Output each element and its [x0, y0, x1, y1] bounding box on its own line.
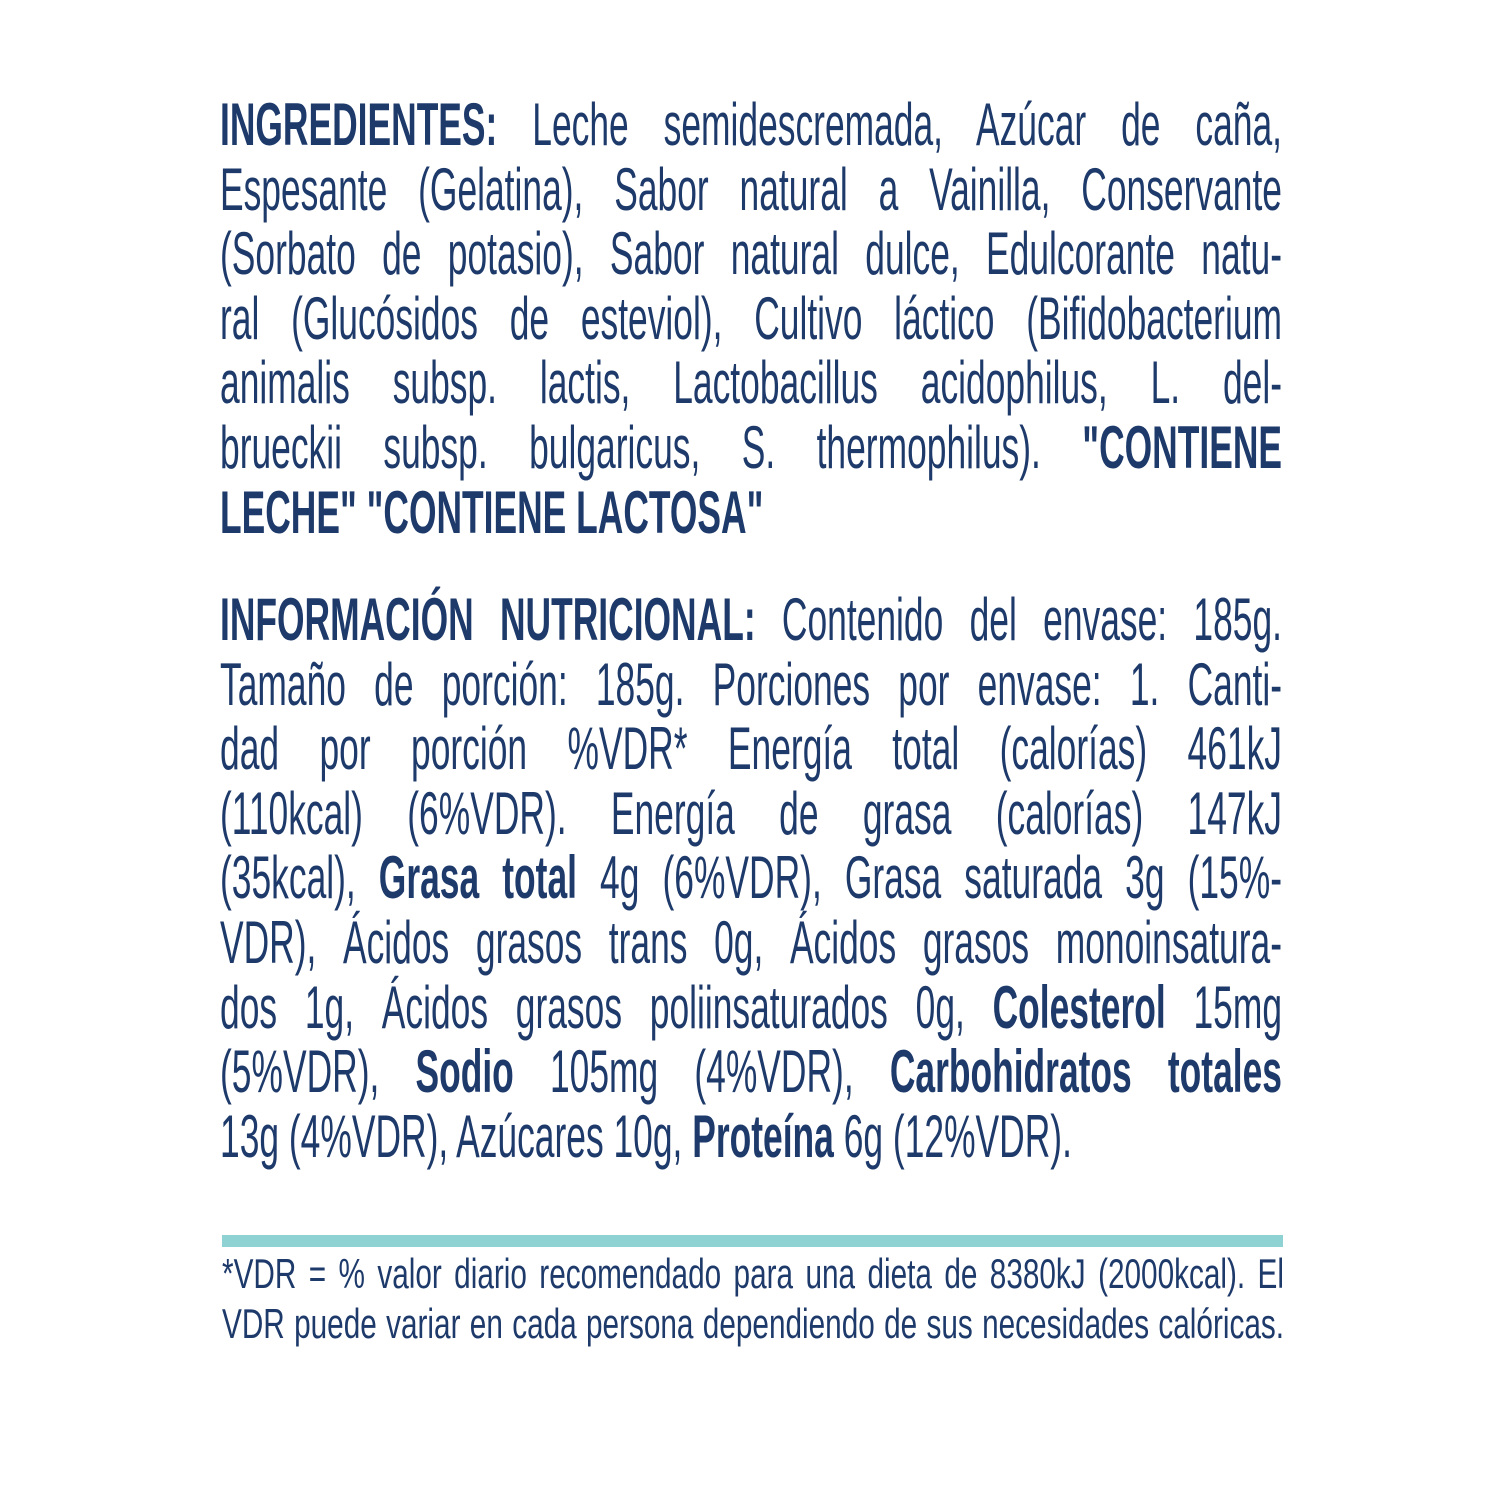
text-line: [220, 908, 1282, 976]
text-segment: dos 1g, Ácidos grasos poliinsaturados 0g,: [220, 973, 993, 1041]
text-line: [220, 650, 1282, 718]
text-line: [220, 1102, 1282, 1170]
text-line: [220, 222, 1282, 287]
text-line: [220, 779, 1282, 847]
teal-divider-rule: [222, 1235, 1283, 1247]
nutrition-facts-paragraph: [220, 588, 1282, 1169]
text-segment: (5%VDR),: [220, 1038, 416, 1106]
bold-text-segment: INGREDIENTES:: [220, 91, 533, 158]
ingredients-paragraph: [220, 93, 1282, 545]
vdr-footnote-paragraph: [222, 1249, 1284, 1349]
text-segment: 4g (6%VDR), Grasa saturada 3g (15%-: [576, 844, 1282, 912]
bold-text-segment: LECHE" "CONTIENE LACTOSA": [220, 478, 764, 546]
text-segment: Tamaño de porción: 185g. Porciones por envase: 1. Canti-: [220, 650, 1282, 718]
text-segment: (110kcal) (6%VDR). Energía de grasa (calorías) 147kJ: [220, 779, 1282, 847]
text-line: [220, 155, 1282, 223]
text-line: [220, 846, 1282, 911]
bold-text-segment: Proteína: [692, 1102, 834, 1170]
text-segment: (35kcal),: [220, 844, 379, 912]
text-segment: Espesante (Gelatina), Sabor natural a Vainilla, Conservante: [220, 155, 1282, 223]
text-line: [220, 351, 1282, 416]
text-segment: 13g (4%VDR), Azúcares 10g,: [220, 1102, 693, 1170]
text-line: [220, 93, 1282, 158]
text-segment: ral (Glucósidos de esteviol), Cultivo láctico (Bifidobacterium: [220, 284, 1282, 352]
text-segment: 6g (12%VDR).: [833, 1102, 1072, 1170]
text-segment: Contenido del envase: 185g.: [781, 586, 1282, 653]
text-line: [222, 1299, 1284, 1349]
text-line: [220, 284, 1282, 352]
text-segment: VDR), Ácidos grasos trans 0g, Ácidos grasos monoinsatura-: [220, 908, 1282, 976]
text-line: [220, 588, 1282, 653]
text-segment: 15mg: [1165, 973, 1283, 1041]
bold-text-segment: INFORMACIÓN NUTRICIONAL:: [220, 586, 782, 653]
bold-text-segment: Grasa total: [378, 844, 577, 912]
text-line: [222, 1249, 1284, 1299]
text-segment: *VDR = % valor diario recomendado para una dieta de 8380kJ (2000kcal). El: [222, 1250, 1284, 1297]
text-line: [220, 413, 1282, 481]
bold-text-segment: Carbohidratos totales: [889, 1038, 1282, 1106]
text-segment: 105mg (4%VDR),: [513, 1038, 890, 1106]
text-segment: (Sorbato de potasio), Sabor natural dulce, Edulcorante natu-: [220, 220, 1282, 288]
text-line: [220, 478, 1282, 546]
bold-text-segment: Sodio: [415, 1038, 514, 1106]
bold-text-segment: "CONTIENE: [1082, 413, 1282, 481]
text-line: [220, 717, 1282, 782]
text-line: [220, 1040, 1282, 1105]
text-segment: dad por porción %VDR* Energía total (calorías) 461kJ: [220, 715, 1282, 783]
bold-text-segment: Colesterol: [992, 973, 1166, 1041]
text-segment: Leche semidescremada, Azúcar de caña,: [532, 91, 1282, 158]
text-segment: brueckii subsp. bulgaricus, S. thermophilus).: [220, 413, 1083, 481]
text-segment: VDR puede variar en cada persona dependiendo de sus necesidades calóricas.: [222, 1300, 1284, 1347]
text-line: [220, 973, 1283, 1041]
text-segment: animalis subsp. lactis, Lactobacillus acidophilus, L. del-: [220, 349, 1282, 417]
